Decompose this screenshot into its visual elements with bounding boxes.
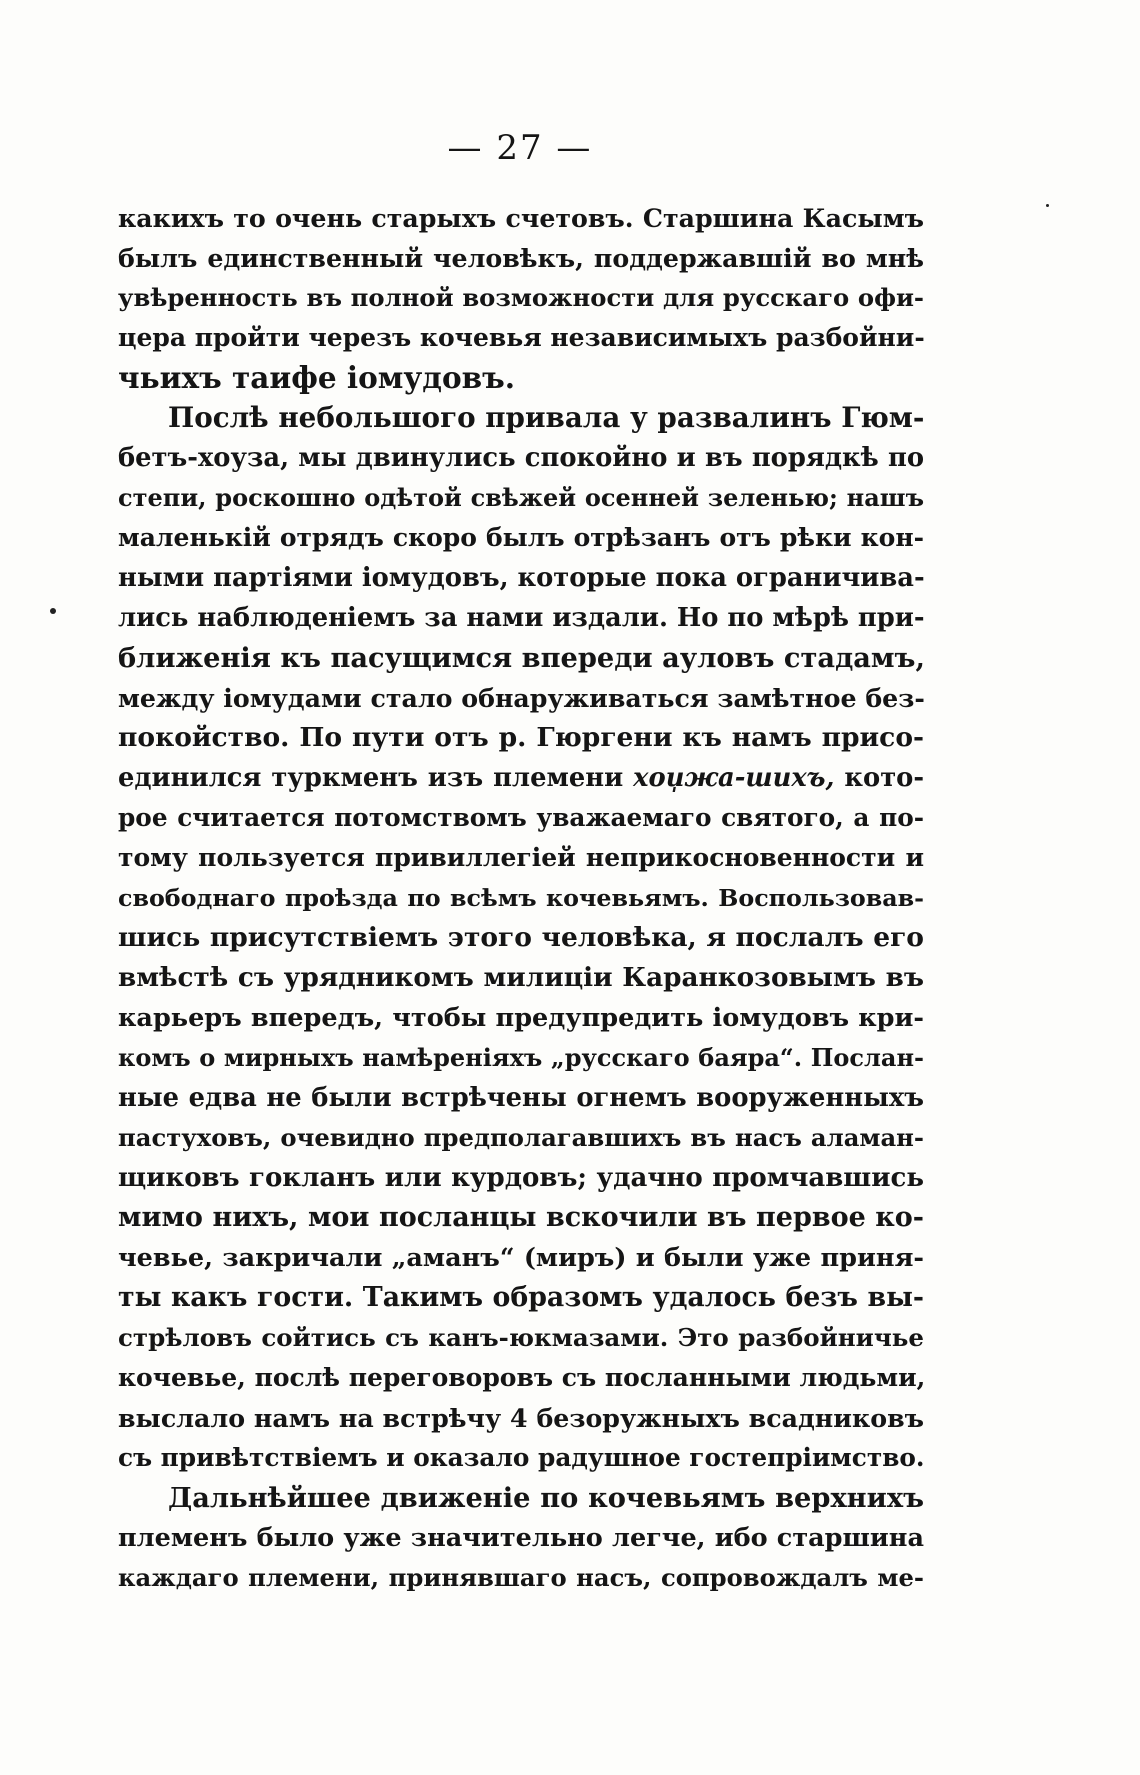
paragraph-start-line: Дальнѣйшее движеніе по кочевьямъ верхнихъ	[168, 1482, 924, 1514]
ink-speck	[50, 608, 56, 614]
text-line: увѣренность въ полной возможности для русскаго офи-	[118, 283, 924, 312]
body-text	[118, 198, 924, 1598]
text-line: былъ единственный человѣкъ, поддержавшій во мнѣ	[118, 243, 924, 273]
text-line: шись присутствіемъ этого человѣка, я послалъ его	[118, 922, 924, 953]
text-line: между іомудами стало обнаруживаться замѣтное без-	[118, 683, 925, 713]
text-line-with-italic	[118, 758, 924, 798]
text-line: рое считается потомствомъ уважаемаго святого, а по-	[118, 803, 924, 832]
text-line: лись наблюденіемъ за нами издали. Но по мѣрѣ при-	[118, 603, 925, 633]
text-line: кочевье, послѣ переговоровъ съ посланными людьми,	[118, 1363, 926, 1392]
text-line: каждаго племени, принявшаго насъ, сопровождалъ ме-	[118, 1563, 924, 1592]
text-segment: единился туркменъ изъ племени	[118, 763, 624, 793]
italic-tribe-name: хоџжа-шихъ,	[633, 763, 835, 793]
page-number: — 27 —	[447, 128, 593, 168]
text-line: племенъ было уже значительно легче, ибо старшина	[118, 1523, 924, 1553]
text-line: вмѣстѣ съ урядникомъ милиціи Каранкозовымъ въ	[118, 962, 924, 993]
text-line: комъ о мирныхъ намѣреніяхъ „русскаго баяра“. Послан-	[118, 1043, 924, 1072]
text-line: тому пользуется привиллегіей неприкосновенности и	[118, 843, 924, 872]
text-line: карьеръ впередъ, чтобы предупредить іомудовъ кри-	[118, 1003, 924, 1033]
text-line: стрѣловъ сойтись съ канъ-юкмазами. Это разбойничье	[118, 1323, 924, 1352]
text-line: покойство. По пути отъ р. Гюргени къ намъ присо-	[118, 722, 924, 753]
text-line: чьихъ таифе іомудовъ.	[118, 360, 516, 395]
text-segment: кото-	[844, 763, 925, 793]
text-line: степи, роскошно одѣтой свѣжей осенней зеленью; нашъ	[118, 483, 924, 512]
text-line: ближенія къ пасущимся впереди ауловъ стадамъ,	[118, 642, 925, 674]
text-line: бетъ-хоуза, мы двинулись спокойно и въ порядкѣ по	[118, 443, 924, 473]
text-line: свободнаго проѣзда по всѣмъ кочевьямъ. Воспользовав-	[118, 884, 924, 912]
ink-speck	[1046, 204, 1049, 207]
text-line: ные едва не были встрѣчены огнемъ вооруженныхъ	[118, 1083, 924, 1113]
text-line: съ привѣтствіемъ и оказало радушное гостепріимство.	[118, 1443, 925, 1472]
text-line: цера пройти черезъ кочевья независимыхъ разбойни-	[118, 323, 925, 352]
paragraph-start-line: Послѣ небольшого привала у развалинъ Гюм-	[168, 401, 925, 434]
text-line: ными партіями іомудовъ, которые пока ограничива-	[118, 563, 925, 593]
text-line: ты какъ гости. Такимъ образомъ удалось безъ вы-	[118, 1282, 924, 1313]
text-line: какихъ то очень старыхъ счетовъ. Старшина Касымъ	[118, 203, 924, 233]
text-line: пастуховъ, очевидно предполагавшихъ въ насъ аламан-	[118, 1123, 924, 1152]
text-line: щиковъ гокланъ или курдовъ; удачно промчавшись	[118, 1163, 924, 1193]
text-line: маленькій отрядъ скоро былъ отрѣзанъ отъ рѣки кон-	[118, 523, 924, 552]
text-line: чевье, закричали „аманъ“ (миръ) и были уже приня-	[118, 1243, 924, 1273]
text-line: выслало намъ на встрѣчу 4 безоружныхъ всадниковъ	[118, 1403, 924, 1433]
text-line: мимо нихъ, мои посланцы вскочили въ первое ко-	[118, 1202, 924, 1233]
